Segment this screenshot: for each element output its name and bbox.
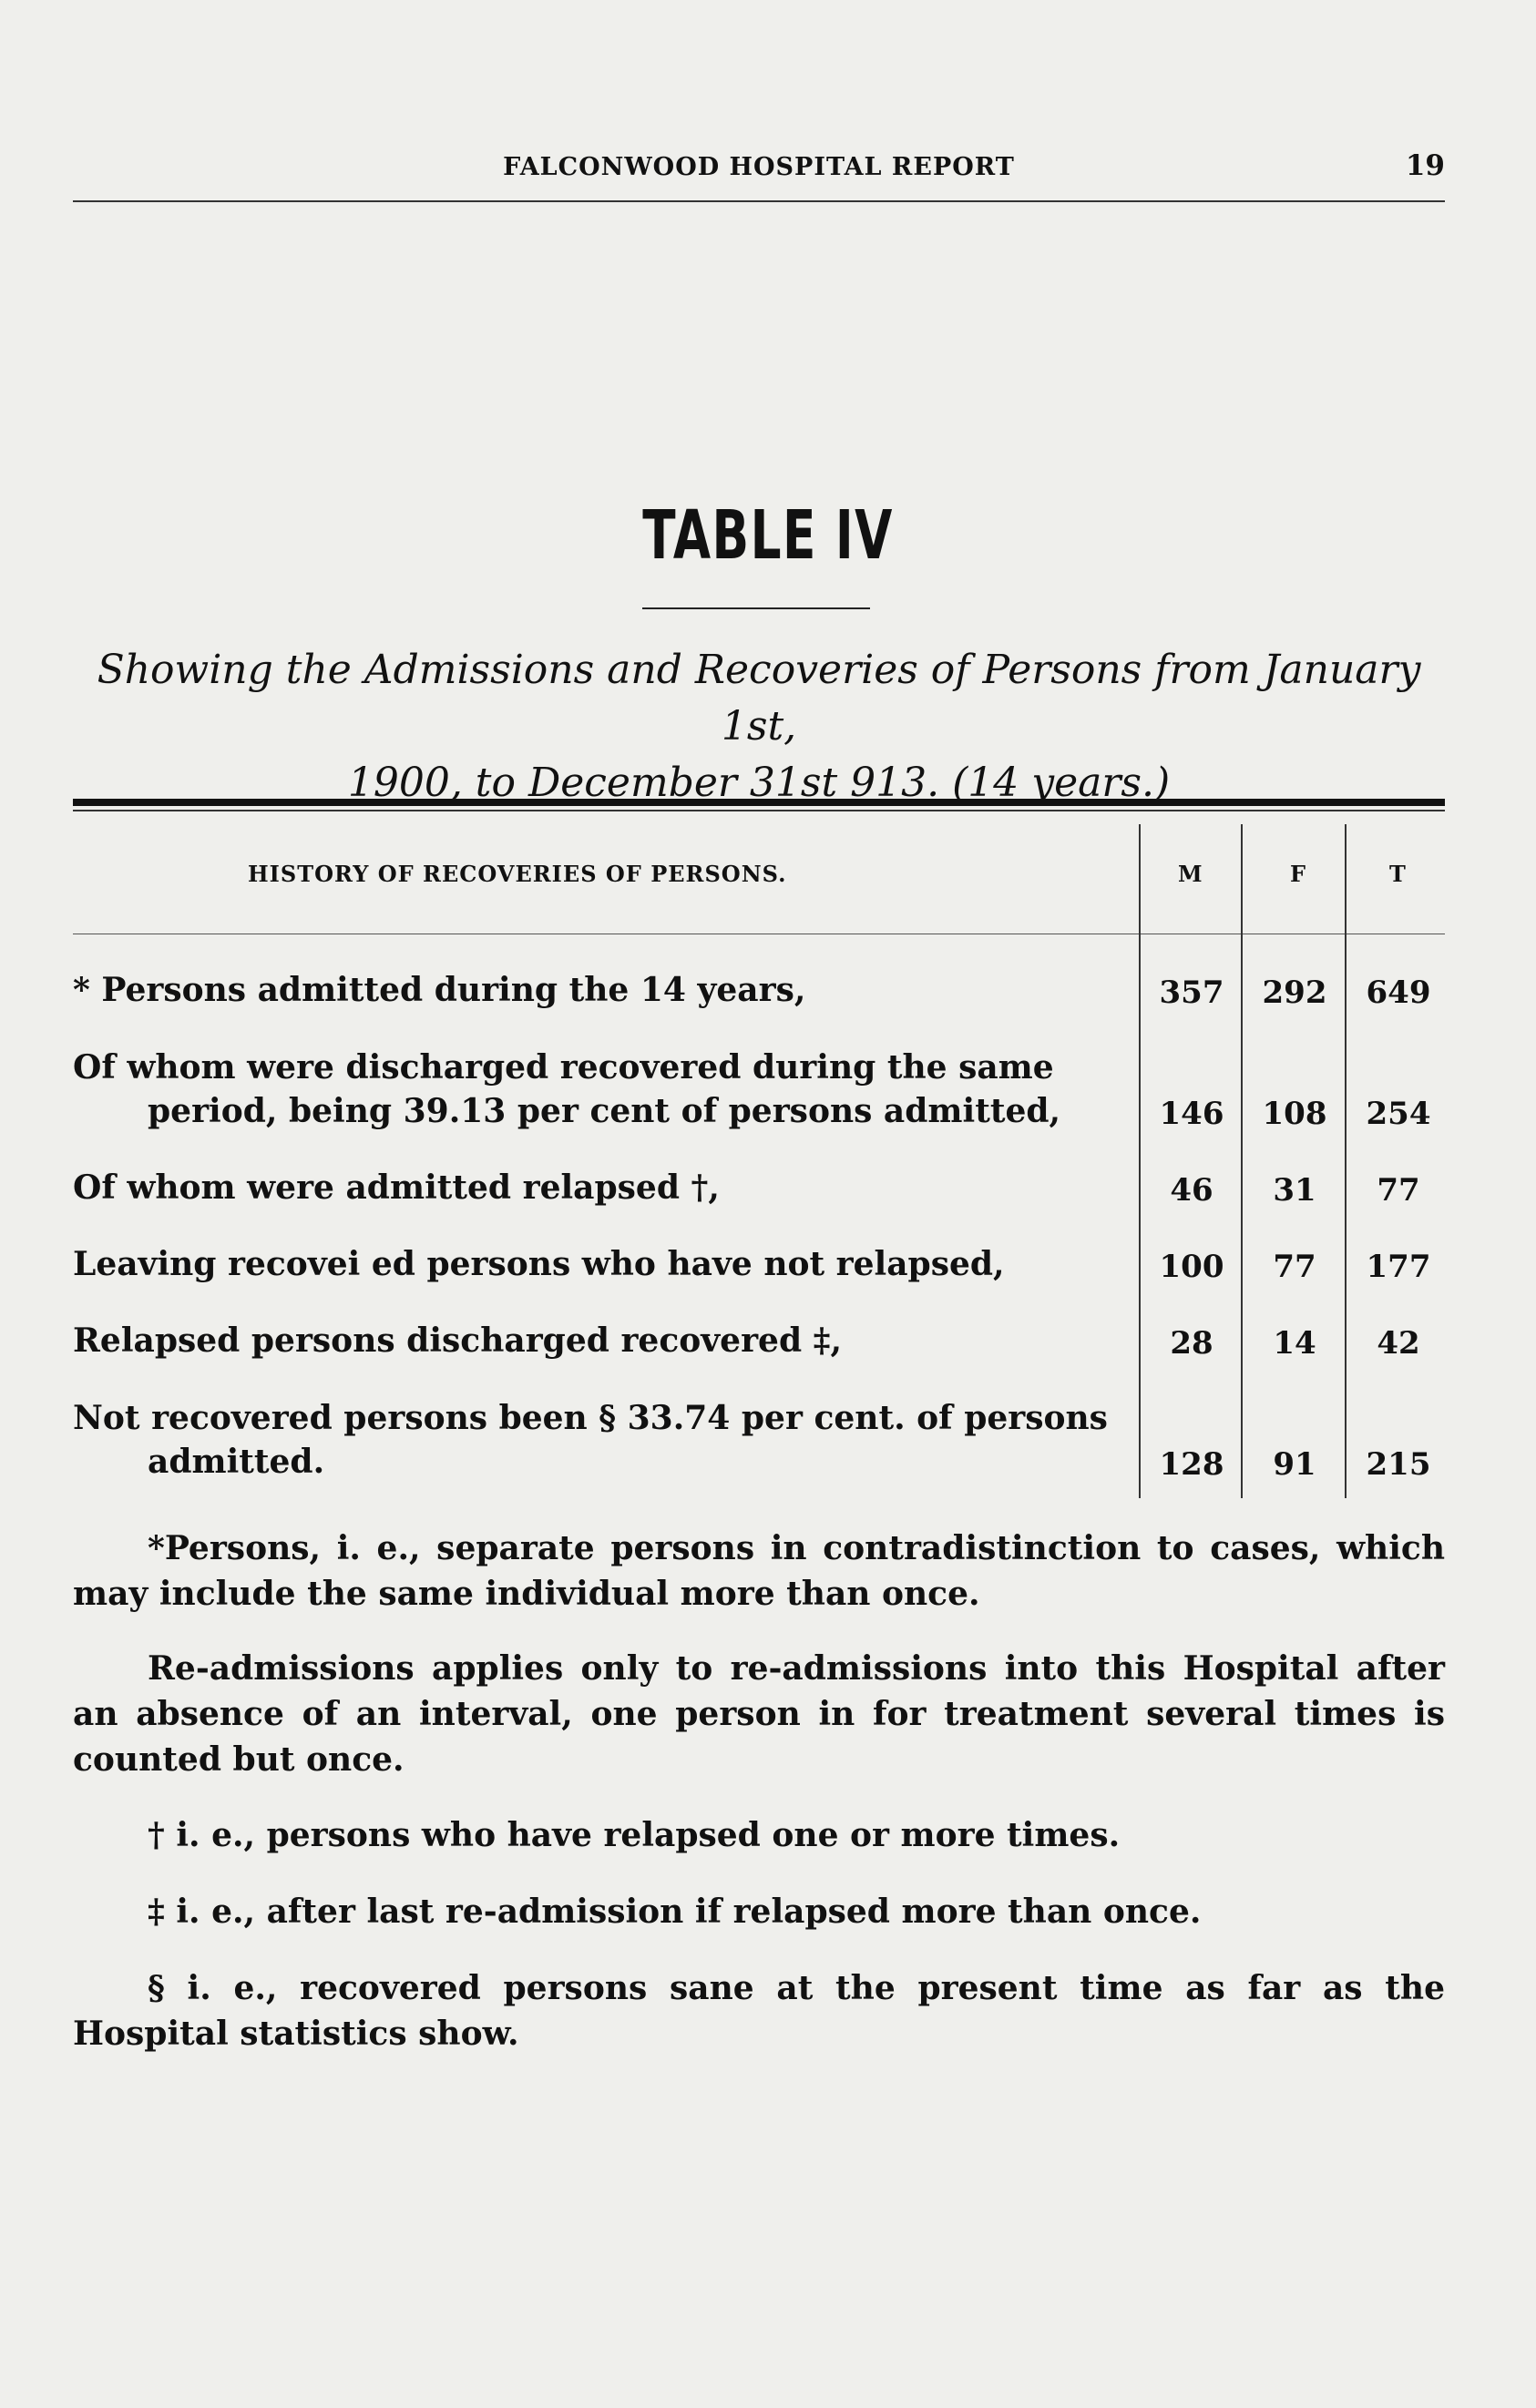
cell-t: 254 (1366, 1096, 1431, 1132)
table-row-label (73, 1242, 1121, 1286)
table-row-label (73, 1166, 1121, 1209)
table-top-thin-rule (73, 810, 1445, 811)
cell-m: 46 (1170, 1172, 1213, 1209)
cell-f: 14 (1273, 1325, 1316, 1362)
row-text: Of whom were discharged recovered during the same (73, 1048, 1054, 1087)
column-header-t: T (1389, 861, 1407, 887)
cell-t: 649 (1366, 974, 1431, 1011)
row-text: * Persons admitted during the 14 years, (73, 971, 806, 1009)
cell-m: 100 (1159, 1249, 1224, 1285)
footnote-relapsed: † i. e., persons who have relapsed one or more times. (148, 1816, 1121, 1854)
row-text-continued: admitted. (148, 1443, 325, 1481)
cell-m: 146 (1159, 1096, 1224, 1132)
table-title: TABLE IV (642, 496, 894, 575)
cell-m: 128 (1159, 1446, 1224, 1483)
cell-f: 108 (1262, 1096, 1327, 1132)
cell-t: 77 (1377, 1172, 1420, 1209)
column-divider (1241, 824, 1243, 1498)
cell-f: 31 (1273, 1172, 1316, 1209)
subtitle-line-2: 1900, to December 31st 913. (14 years.) (347, 760, 1171, 806)
header-rule (73, 200, 1445, 202)
cell-f: 292 (1262, 974, 1327, 1011)
table-top-rule (73, 799, 1445, 806)
page-number: 19 (1405, 149, 1445, 182)
table-row-label (73, 1396, 1121, 1484)
subtitle-line-1: Showing the Admissions and Recoveries of Persons from January 1st, (97, 647, 1421, 750)
footnote-persons: *Persons, i. e., separate persons in contradistinction to cases, which may include the same individual more than once. (73, 1529, 1445, 1613)
column-divider (1345, 824, 1347, 1498)
table-subtitle (73, 642, 1445, 811)
row-text: Not recovered persons been § 33.74 per cent. of persons (73, 1399, 1108, 1437)
row-text: Relapsed persons discharged recovered ‡, (73, 1321, 843, 1360)
title-rule (642, 607, 870, 609)
cell-t: 177 (1366, 1249, 1431, 1285)
column-divider (1139, 824, 1141, 1498)
row-text: Of whom were admitted relapsed †, (73, 1168, 720, 1207)
cell-m: 28 (1170, 1325, 1213, 1362)
column-header-history: HISTORY OF RECOVERIES OF PERSONS. (248, 861, 787, 887)
cell-t: 42 (1377, 1325, 1420, 1362)
column-header-m: M (1178, 861, 1203, 887)
cell-f: 77 (1273, 1249, 1316, 1285)
cell-f: 91 (1273, 1446, 1316, 1483)
row-text: Leaving recovei ed persons who have not relapsed, (73, 1245, 1005, 1283)
cell-t: 215 (1366, 1446, 1431, 1483)
footnote-readmissions: Re-admissions applies only to re-admissions into this Hospital after an absence of an interval, one person in for treatment several times is counted but once. (73, 1649, 1445, 1779)
column-header-f: F (1290, 861, 1307, 887)
cell-m: 357 (1159, 974, 1224, 1011)
footnote-sane: § i. e., recovered persons sane at the present time as far as the Hospital statistics show. (73, 1969, 1445, 2053)
running-header (73, 149, 1445, 199)
table-row-label (73, 1319, 1121, 1362)
table-row-label (73, 1046, 1121, 1133)
row-text-continued: period, being 39.13 per cent of persons admitted, (148, 1092, 1061, 1130)
footnote-last-readmission: ‡ i. e., after last re-admission if relapsed more than once. (148, 1893, 1202, 1931)
table-row-label (73, 968, 1121, 1012)
running-title: FALCONWOOD HOSPITAL REPORT (503, 153, 1015, 181)
